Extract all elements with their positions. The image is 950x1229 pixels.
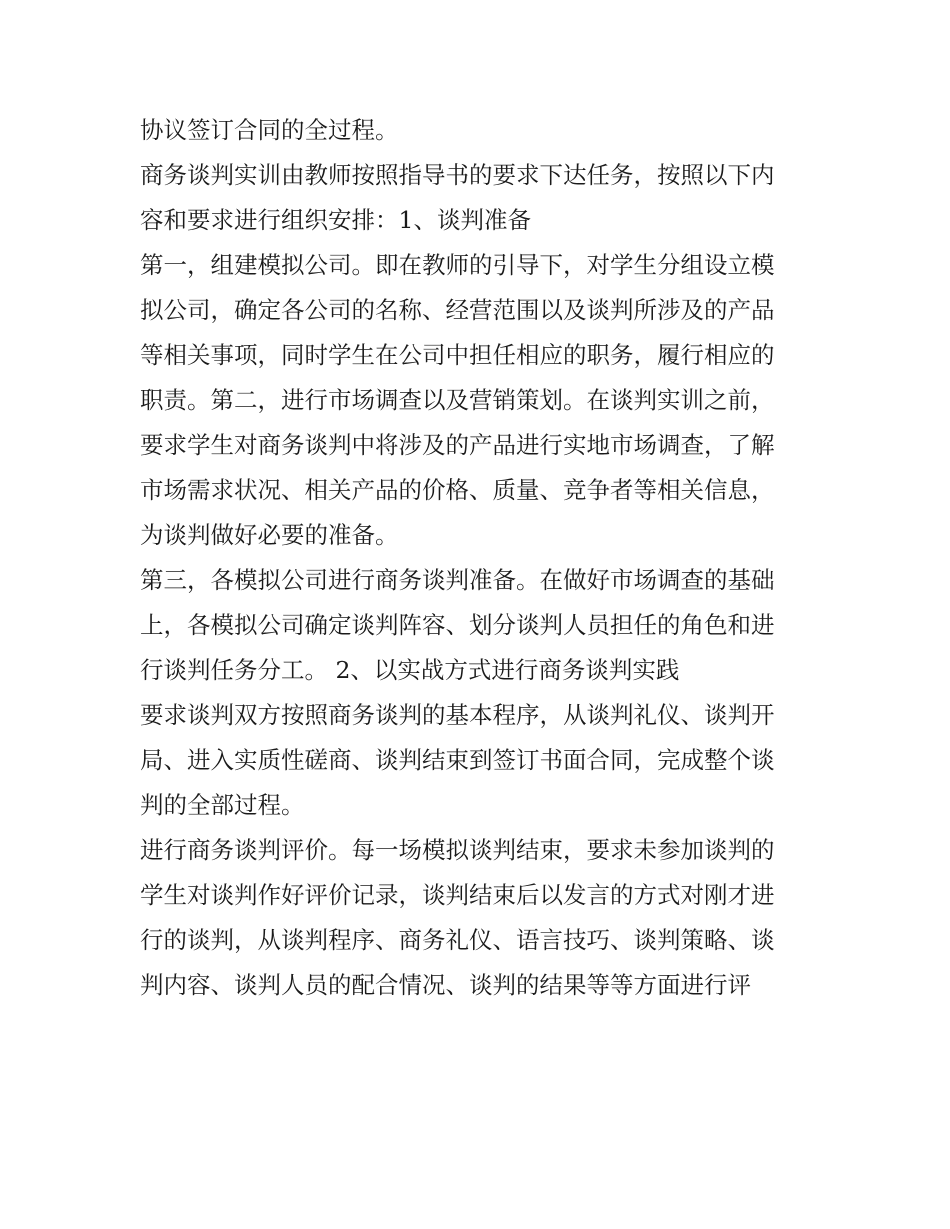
paragraph-1 [140, 108, 815, 153]
text-line: 协议签订合同的全过程。 [140, 116, 399, 144]
paragraph-2 [140, 153, 815, 243]
text-line: 第一，组建模拟公司。即在教师的引导下，对学生分组设立模 [140, 251, 775, 279]
text-line: 要求学生对商务谈判中将涉及的产品进行实地市场调查，了解 [140, 431, 775, 459]
text-line: 市场需求状况、相关产品的价格、质量、竞争者等相关信息， [140, 476, 775, 504]
text-line: 上，各模拟公司确定谈判阵容、划分谈判人员担任的角色和进 [140, 611, 775, 639]
text-line: 拟公司，确定各公司的名称、经营范围以及谈判所涉及的产品 [140, 296, 775, 324]
text-line: 学生对谈判作好评价记录，谈判结束后以发言的方式对刚才进 [140, 881, 775, 909]
paragraph-6 [140, 828, 815, 1008]
paragraph-3 [140, 243, 815, 558]
text-line: 为谈判做好必要的准备。 [140, 521, 399, 549]
text-line: 容和要求进行组织安排：1、谈判准备 [140, 206, 531, 234]
text-line: 行的谈判，从谈判程序、商务礼仪、语言技巧、谈判策略、谈 [140, 926, 775, 954]
text-line: 判内容、谈判人员的配合情况、谈判的结果等等方面进行评 [140, 971, 751, 999]
paragraph-5 [140, 693, 815, 828]
text-line: 要求谈判双方按照商务谈判的基本程序，从谈判礼仪、谈判开 [140, 701, 775, 729]
text-line: 职责。第二，进行市场调查以及营销策划。在谈判实训之前， [140, 386, 775, 414]
paragraph-4 [140, 558, 815, 693]
text-line: 商务谈判实训由教师按照指导书的要求下达任务，按照以下内 [140, 161, 775, 189]
text-line: 第三，各模拟公司进行商务谈判准备。在做好市场调查的基础 [140, 566, 775, 594]
document-body [140, 108, 815, 1008]
text-line: 判的全部过程。 [140, 791, 305, 819]
text-line: 进行商务谈判评价。每一场模拟谈判结束，要求未参加谈判的 [140, 836, 775, 864]
text-line: 行谈判任务分工。 2、以实战方式进行商务谈判实践 [140, 656, 680, 684]
text-line: 等相关事项，同时学生在公司中担任相应的职务，履行相应的 [140, 341, 775, 369]
text-line: 局、进入实质性磋商、谈判结束到签订书面合同，完成整个谈 [140, 746, 775, 774]
